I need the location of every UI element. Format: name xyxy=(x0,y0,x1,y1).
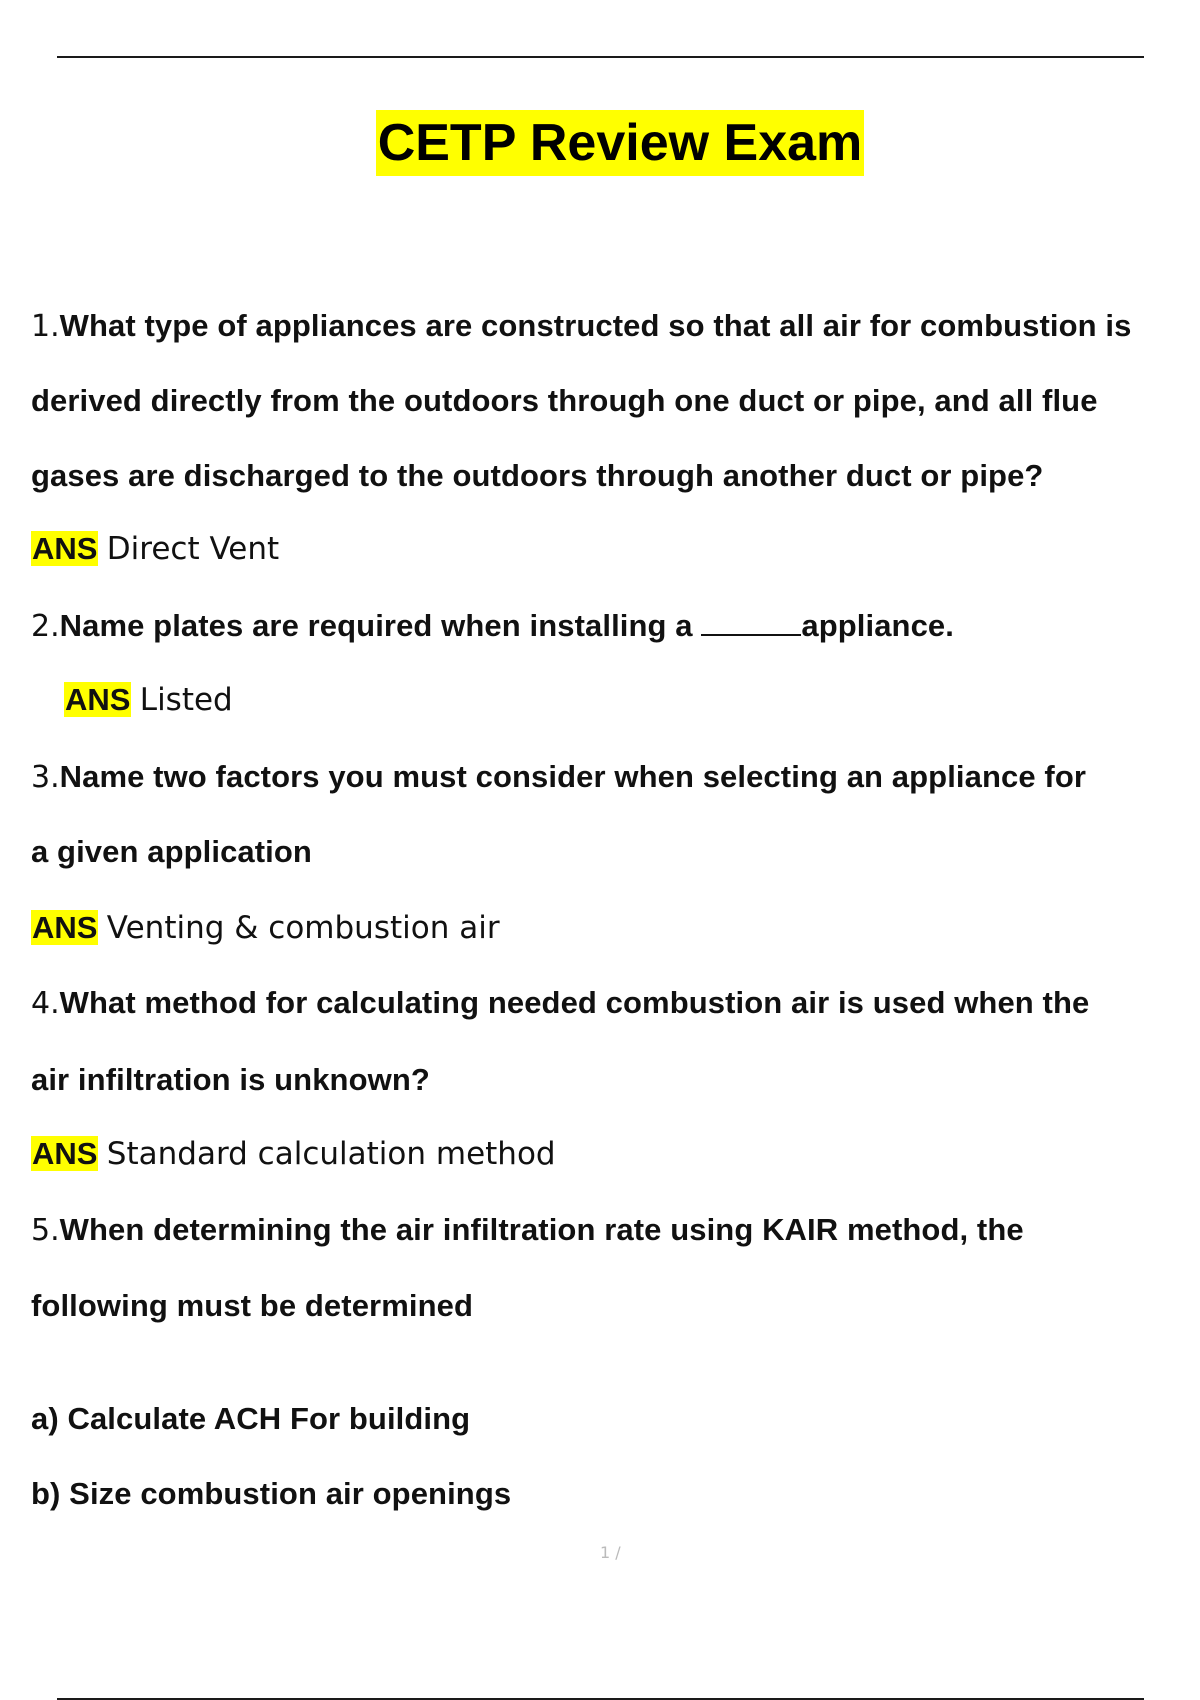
option-text: b) Size combustion air openings xyxy=(31,1476,512,1511)
option-text: a) Calculate ACH For building xyxy=(31,1401,471,1436)
question-number: 4. xyxy=(31,986,60,1021)
page-title: CETP Review Exam xyxy=(376,110,865,176)
answer-label: ANS xyxy=(65,682,131,717)
page-number: 1 / xyxy=(600,1543,621,1562)
answer-2 xyxy=(64,680,233,721)
question-number: 3. xyxy=(31,760,60,795)
question-text: Name two factors you must consider when selecting an appliance for xyxy=(59,759,1087,794)
question-text: a given application xyxy=(31,834,312,869)
answer-label: ANS xyxy=(32,910,98,945)
question-text: When determining the air infiltration rate using KAIR method, the xyxy=(59,1212,1024,1247)
question-2-line-1 xyxy=(31,606,954,647)
answer-text: Standard calculation method xyxy=(106,1136,556,1172)
title-container xyxy=(0,110,1200,176)
question-4-line-1 xyxy=(31,983,1089,1024)
question-number: 5. xyxy=(31,1213,60,1248)
question-5-line-2 xyxy=(31,1286,473,1327)
answer-text: Listed xyxy=(139,682,233,718)
question-1-line-3 xyxy=(31,456,1043,497)
answer-text: Venting & combustion air xyxy=(106,910,500,946)
question-text: derived directly from the outdoors through one duct or pipe, and all flue xyxy=(31,383,1098,418)
question-3-line-1 xyxy=(31,757,1086,798)
answer-4 xyxy=(31,1134,556,1175)
question-text: gases are discharged to the outdoors through another duct or pipe? xyxy=(31,458,1044,493)
answer-3 xyxy=(31,908,500,949)
question-text: air infiltration is unknown? xyxy=(31,1062,430,1097)
question-1-line-2 xyxy=(31,381,1098,422)
question-text: What method for calculating needed combustion air is used when the xyxy=(59,985,1090,1020)
question-4-line-2 xyxy=(31,1060,430,1101)
answer-label: ANS xyxy=(32,1136,98,1171)
question-3-line-2 xyxy=(31,832,312,873)
question-5-option-b xyxy=(31,1474,511,1515)
fill-in-blank xyxy=(701,608,801,636)
question-text: appliance. xyxy=(801,608,954,643)
answer-label: ANS xyxy=(32,531,98,566)
answer-text: Direct Vent xyxy=(106,531,280,567)
question-text: Name plates are required when installing a xyxy=(59,608,702,643)
question-1-line-1 xyxy=(31,306,1131,347)
answer-1 xyxy=(31,529,279,570)
question-text: following must be determined xyxy=(31,1288,473,1323)
question-5-line-1 xyxy=(31,1210,1024,1251)
question-number: 1. xyxy=(31,309,60,344)
question-5-option-a xyxy=(31,1399,470,1440)
question-number: 2. xyxy=(31,609,60,644)
question-text: What type of appliances are constructed so that all air for combustion is xyxy=(59,308,1132,343)
top-rule xyxy=(57,56,1144,58)
